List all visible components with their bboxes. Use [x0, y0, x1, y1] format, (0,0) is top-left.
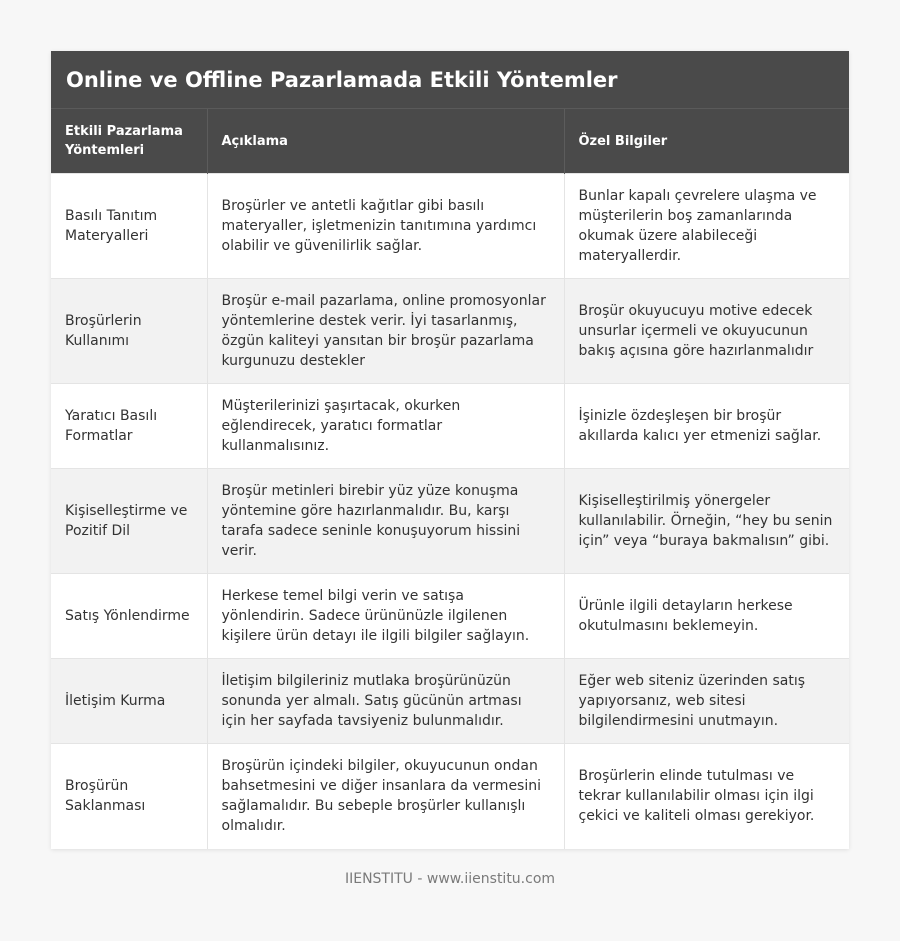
cell-description: Broşür e-mail pazarlama, online promosyonlar yöntemlerine destek verir. İyi tasarlanmış, özgün kaliteyi yansıtan bir broşür pazarlama kurgunuzu destekler	[207, 279, 564, 384]
cell-info: Broşür okuyucuyu motive edecek unsurlar içermeli ve okuyucunun bakış açısına göre hazırlanmalıdır	[564, 279, 849, 384]
cell-method: Yaratıcı Basılı Formatlar	[51, 384, 207, 469]
table-card	[51, 51, 849, 849]
title-bar	[51, 51, 849, 108]
table-row	[51, 279, 849, 384]
cell-method: İletişim Kurma	[51, 659, 207, 744]
table-row	[51, 384, 849, 469]
footer-credit: IIENSTITU - www.iienstitu.com	[344, 871, 556, 887]
cell-method: Broşürün Saklanması	[51, 744, 207, 849]
column-header-info: Özel Bilgiler	[564, 109, 849, 174]
cell-info: Broşürlerin elinde tutulması ve tekrar kullanılabilir olması için ilgi çekici ve kaliteli olması gerekiyor.	[564, 744, 849, 849]
page-title: Online ve Offline Pazarlamada Etkili Yöntemler	[66, 67, 618, 92]
cell-info: Ürünle ilgili detayların herkese okutulmasını beklemeyin.	[564, 574, 849, 659]
table-row	[51, 574, 849, 659]
cell-method: Broşürlerin Kullanımı	[51, 279, 207, 384]
cell-description: İletişim bilgileriniz mutlaka broşürünüzün sonunda yer almalı. Satış gücünün artması için her sayfada tavsiyeniz bulunmalıdır.	[207, 659, 564, 744]
table-header-row	[51, 109, 849, 174]
cell-method: Satış Yönlendirme	[51, 574, 207, 659]
table-row	[51, 744, 849, 849]
cell-info: Eğer web siteniz üzerinden satış yapıyorsanız, web sitesi bilgilendirmesini unutmayın.	[564, 659, 849, 744]
table-row	[51, 469, 849, 574]
cell-description: Broşür metinleri birebir yüz yüze konuşma yöntemine göre hazırlanmalıdır. Bu, karşı tarafa sadece seninle konuşuyorum hissini verir.	[207, 469, 564, 574]
cell-method: Kişiselleştirme ve Pozitif Dil	[51, 469, 207, 574]
column-header-method: Etkili Pazarlama Yöntemleri	[51, 109, 207, 174]
cell-info: Bunlar kapalı çevrelere ulaşma ve müşterilerin boş zamanlarında okumak üzere alabileceği materyallerdir.	[564, 174, 849, 279]
table-row	[51, 659, 849, 744]
cell-info: Kişiselleştirilmiş yönergeler kullanılabilir. Örneğin, “hey bu senin için” veya “buraya bakmalısın” gibi.	[564, 469, 849, 574]
cell-description: Müşterilerinizi şaşırtacak, okurken eğlendirecek, yaratıcı formatlar kullanmalısınız.	[207, 384, 564, 469]
table-row	[51, 174, 849, 279]
cell-method: Basılı Tanıtım Materyalleri	[51, 174, 207, 279]
cell-description: Broşürler ve antetli kağıtlar gibi basılı materyaller, işletmenizin tanıtımına yardımcı olabilir ve güvenilirlik sağlar.	[207, 174, 564, 279]
cell-description: Herkese temel bilgi verin ve satışa yönlendirin. Sadece ürününüzle ilgilenen kişilere ürün detayı ile ilgili bilgiler sağlayın.	[207, 574, 564, 659]
cell-info: İşinizle özdeşleşen bir broşür akıllarda kalıcı yer etmenizi sağlar.	[564, 384, 849, 469]
cell-description: Broşürün içindeki bilgiler, okuyucunun ondan bahsetmesini ve diğer insanlara da vermesini sağlamalıdır. Bu sebeple broşürler kullanışlı olmalıdır.	[207, 744, 564, 849]
column-header-description: Açıklama	[207, 109, 564, 174]
methods-table	[51, 108, 849, 849]
